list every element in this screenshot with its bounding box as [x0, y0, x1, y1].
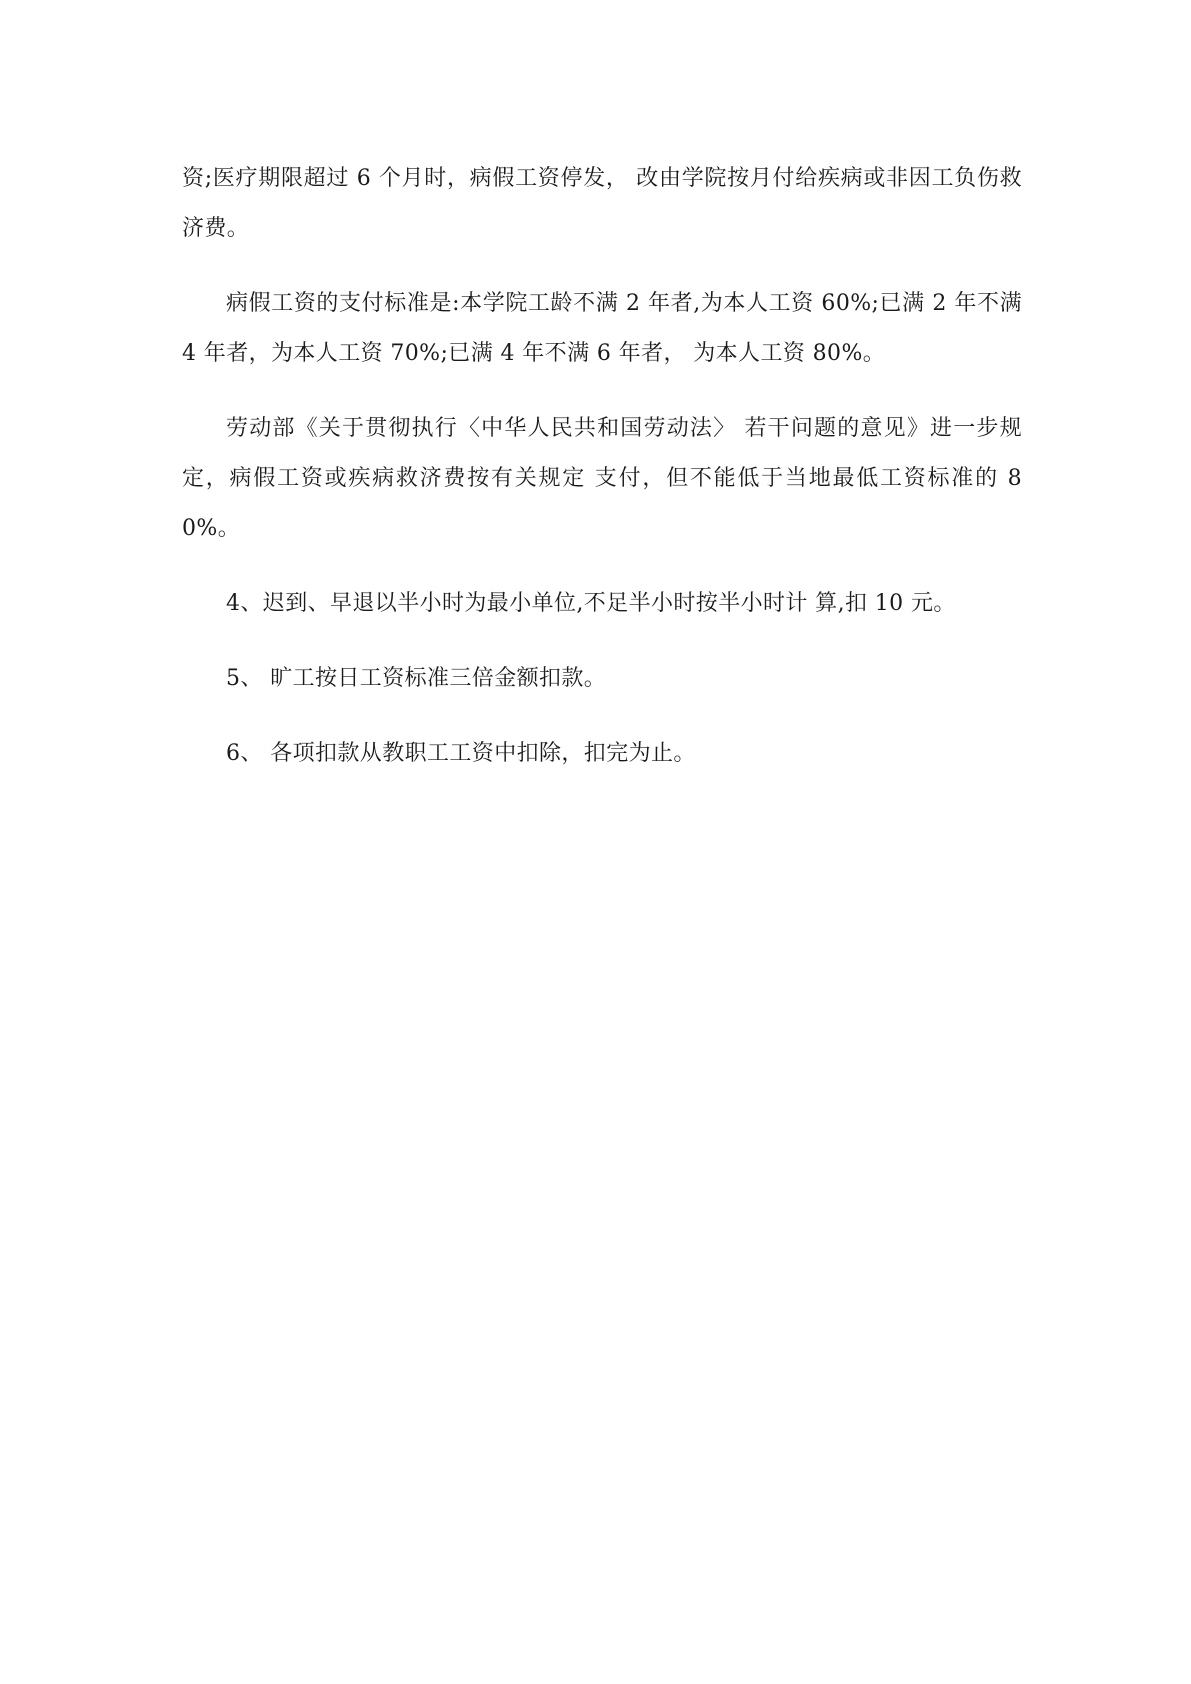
paragraph-absence-rule: 5、 旷工按日工资标准三倍金额扣款。 [226, 666, 607, 691]
paragraph-sick-pay-standard: 病假工资的支付标准是:本学院工龄不满 2 年者,为本人工资 60%;已满 2 年不满 4 年者，为本人工资 70%;已满 4 年不满 6 年者， 为本人工资 80%。 [182, 291, 1022, 366]
paragraph-labor-ministry-rule: 劳动部《关于贯彻执行〈中华人民共和国劳动法〉 若干问题的意见》进一步规定，病假工资或疾病救济费按有关规定 支付，但不能低于当地最低工资标准的 80%。 [182, 416, 1022, 541]
paragraph-deduction-rule: 6、 各项扣款从教职工工资中扣除，扣完为止。 [226, 741, 696, 766]
paragraph-sick-leave-limit: 资;医疗期限超过 6 个月时，病假工资停发， 改由学院按月付给疾病或非因工负伤救济费。 [182, 166, 1022, 241]
paragraph-late-early-rule: 4、迟到、早退以半小时为最小单位,不足半小时按半小时计 算,扣 10 元。 [226, 591, 956, 616]
document-body [182, 154, 1022, 804]
